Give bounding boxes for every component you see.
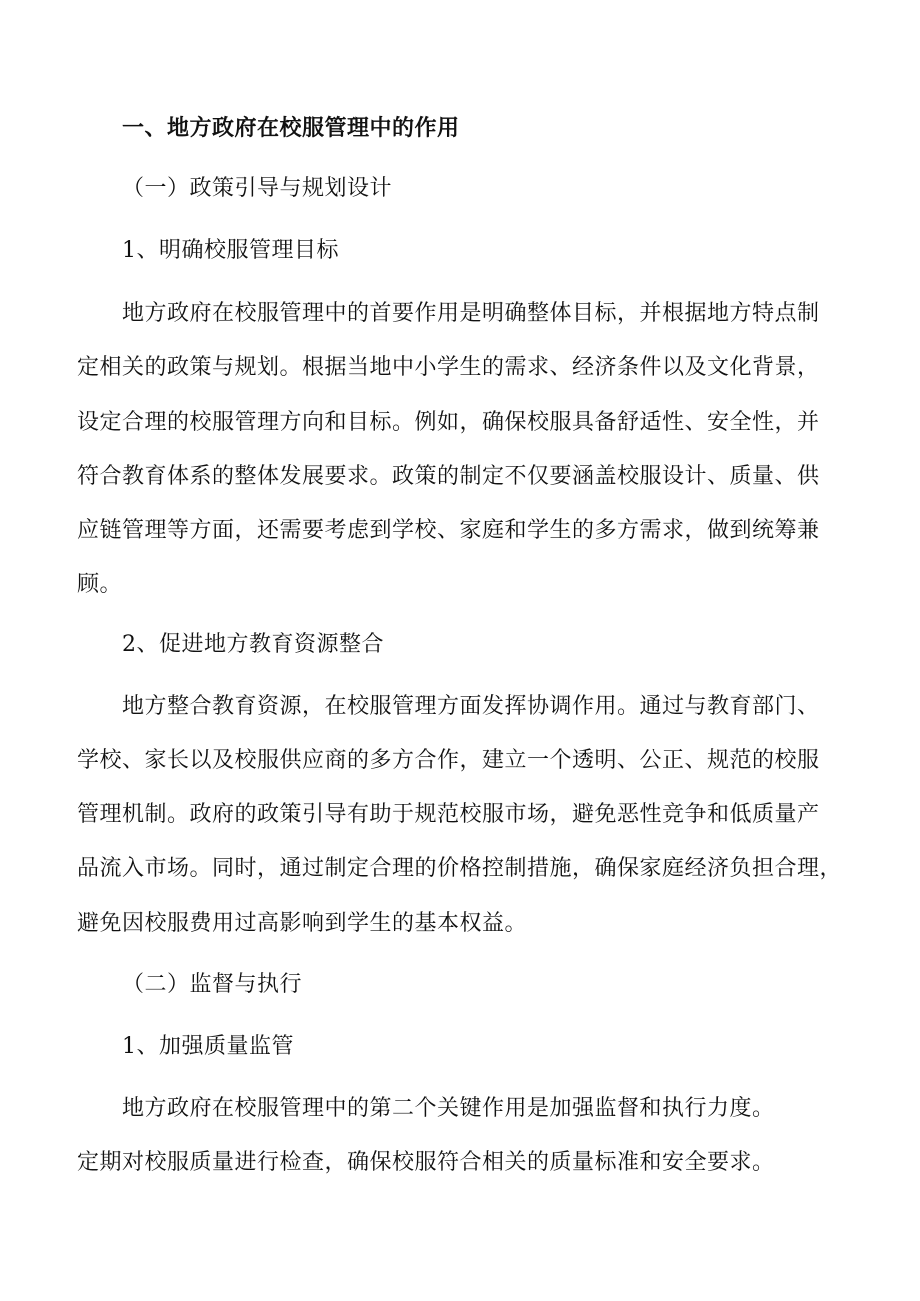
paragraph-line: 学校、家长以及校服供应商的多方合作，建立一个透明、公正、规范的校服: [77, 748, 820, 773]
paragraph-line: 避免因校服费用过高影响到学生的基本权益。: [77, 911, 528, 936]
paragraph-line: 地方整合教育资源，在校服管理方面发挥协调作用。通过与教育部门、: [122, 694, 820, 719]
subsection-title: 1、明确校服管理目标: [122, 238, 339, 263]
subsection-title: 1、加强质量监管: [122, 1034, 294, 1059]
paragraph-line: 设定合理的校服管理方向和目标。例如，确保校服具备舒适性、安全性，并: [77, 410, 820, 435]
paragraph-line: 管理机制。政府的政策引导有助于规范校服市场，避免恶性竞争和低质量产: [77, 802, 820, 827]
paragraph-line: 品流入市场。同时，通过制定合理的价格控制措施，确保家庭经济负担合理，: [77, 856, 843, 881]
paragraph-line: 定相关的政策与规划。根据当地中小学生的需求、经济条件以及文化背景，: [77, 355, 820, 380]
subsection-title: 2、促进地方教育资源整合: [122, 632, 384, 657]
paragraph-line: 地方政府在校服管理中的第二个关键作用是加强监督和执行力度。: [122, 1096, 775, 1121]
paragraph-line: 符合教育体系的整体发展要求。政策的制定不仅要涵盖校服设计、质量、供: [77, 464, 820, 489]
paragraph-line: 应链管理等方面，还需要考虑到学校、家庭和学生的多方需求，做到统筹兼: [77, 518, 820, 543]
paragraph-line: 地方政府在校服管理中的首要作用是明确整体目标，并根据地方特点制: [122, 301, 820, 326]
section-title: （二）监督与执行: [122, 972, 303, 997]
heading-level-1: 一、地方政府在校服管理中的作用: [122, 115, 460, 141]
paragraph-line: 定期对校服质量进行检查，确保校服符合相关的质量标准和安全要求。: [77, 1150, 775, 1175]
paragraph-line: 顾。: [77, 572, 123, 597]
section-title: （一）政策引导与规划设计: [122, 176, 393, 201]
